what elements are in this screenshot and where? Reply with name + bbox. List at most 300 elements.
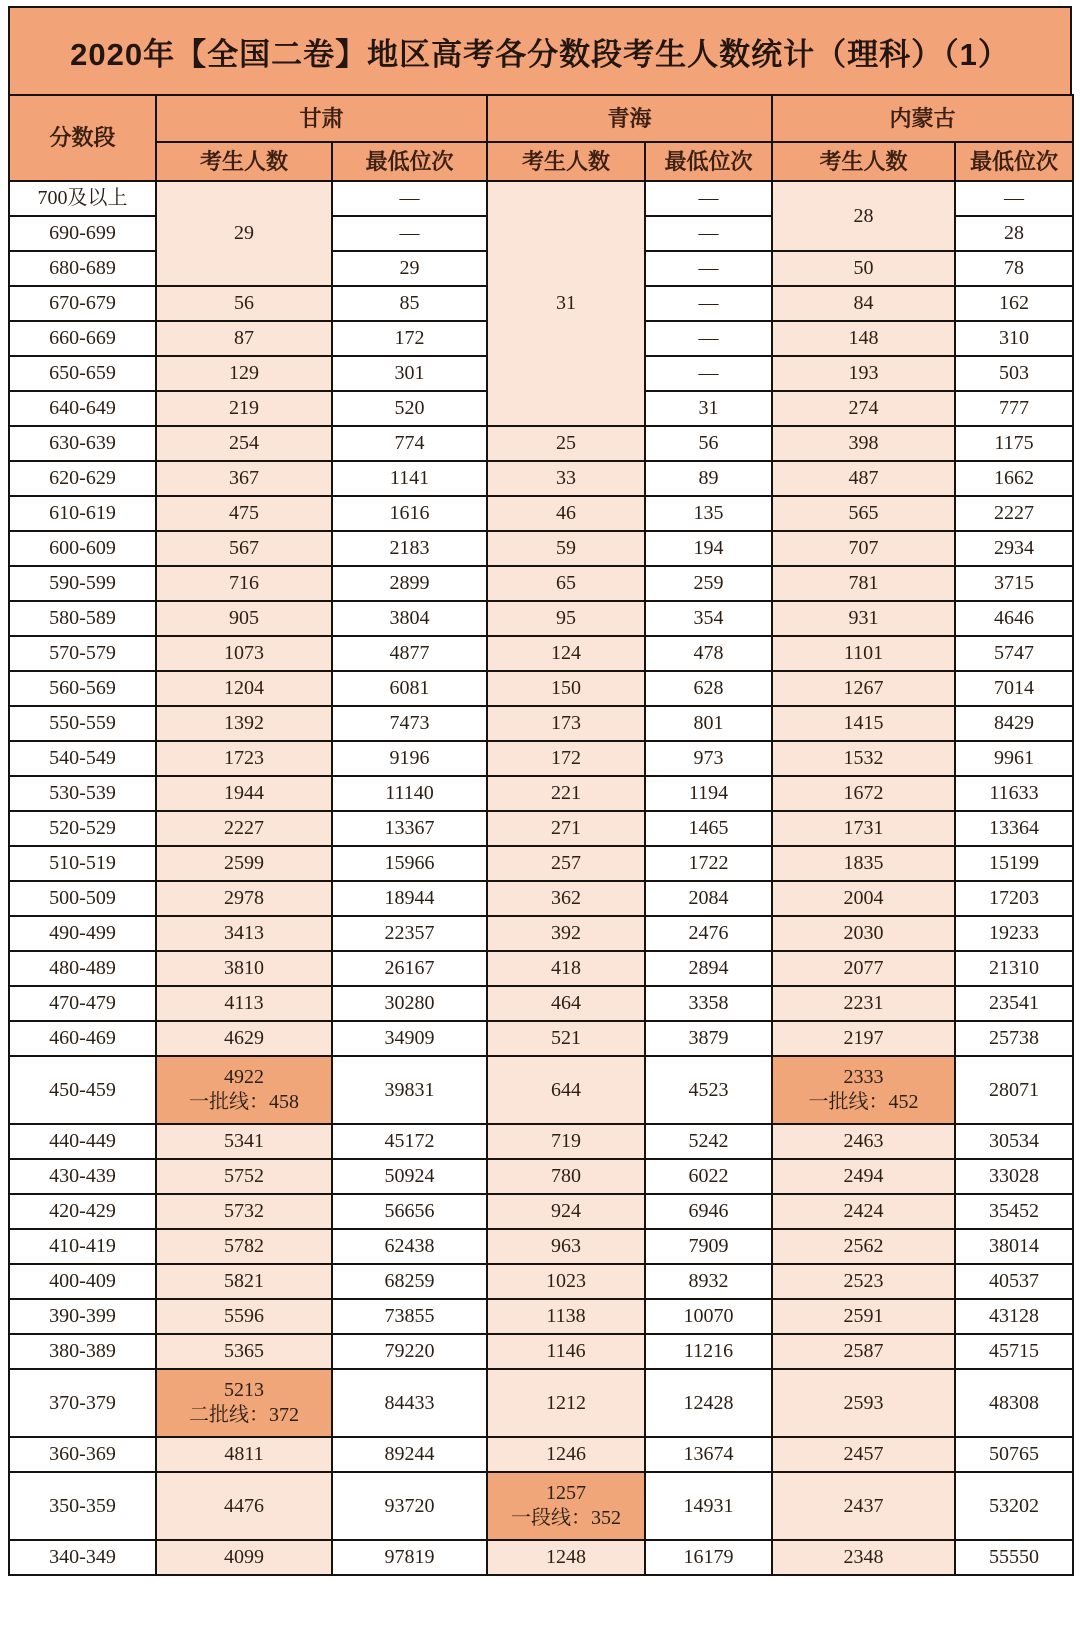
region-header-row: [9, 95, 1073, 142]
min-rank-cell: 28: [955, 216, 1073, 251]
min-rank-cell: 5747: [955, 636, 1073, 671]
candidate-count-cell: 1835: [772, 846, 955, 881]
min-rank-cell: 68259: [332, 1264, 487, 1299]
candidate-count-cell: 124: [487, 636, 645, 671]
score-column-header: 分数段: [9, 95, 156, 181]
min-rank-cell: 1662: [955, 461, 1073, 496]
candidate-count-cell: 2437: [772, 1472, 955, 1540]
min-rank-cell: 3715: [955, 566, 1073, 601]
min-rank-cell: 53202: [955, 1472, 1073, 1540]
score-range-label: 390-399: [9, 1299, 156, 1334]
candidate-count-cell: 173: [487, 706, 645, 741]
candidate-count-cell: 924: [487, 1194, 645, 1229]
min-rank-cell: 4877: [332, 636, 487, 671]
candidate-count-cell: 4476: [156, 1472, 332, 1540]
candidate-count-cell: 1146: [487, 1334, 645, 1369]
candidate-count-cell: 1731: [772, 811, 955, 846]
candidate-count-cell: 1415: [772, 706, 955, 741]
min-rank-cell: 777: [955, 391, 1073, 426]
candidate-count-cell: 50: [772, 251, 955, 286]
min-rank-cell: 1722: [645, 846, 772, 881]
table-row: [9, 881, 1073, 916]
gansu-minrank-header: 最低位次: [332, 142, 487, 181]
table-row: [9, 1124, 1073, 1159]
candidate-count-cell: 5596: [156, 1299, 332, 1334]
candidate-count-cell: 2591: [772, 1299, 955, 1334]
candidate-count-cell: 1672: [772, 776, 955, 811]
qinghai-minrank-header: 最低位次: [645, 142, 772, 181]
min-rank-cell: 13367: [332, 811, 487, 846]
table-row: [9, 1472, 1073, 1540]
candidate-count-cell: 362: [487, 881, 645, 916]
min-rank-cell: 7473: [332, 706, 487, 741]
cutoff-line-note: 一段线：352: [511, 1507, 622, 1529]
table-row: [9, 776, 1073, 811]
table-row: [9, 1159, 1073, 1194]
min-rank-cell: —: [645, 321, 772, 356]
min-rank-cell: 13674: [645, 1437, 772, 1472]
min-rank-cell: 2227: [955, 496, 1073, 531]
candidate-count-cell: 2599: [156, 846, 332, 881]
region-header-neimenggu: 内蒙古: [772, 95, 1073, 142]
candidate-count-cell: 1246: [487, 1437, 645, 1472]
min-rank-cell: 172: [332, 321, 487, 356]
min-rank-cell: 43128: [955, 1299, 1073, 1334]
min-rank-cell: 5242: [645, 1124, 772, 1159]
min-rank-cell: 38014: [955, 1229, 1073, 1264]
candidate-count-cell: 46: [487, 496, 645, 531]
candidate-count-cell: 129: [156, 356, 332, 391]
table-row: [9, 706, 1073, 741]
table-row: [9, 426, 1073, 461]
table-row: [9, 671, 1073, 706]
table-row: [9, 461, 1073, 496]
min-rank-cell: 478: [645, 636, 772, 671]
candidate-count-cell: 5365: [156, 1334, 332, 1369]
candidate-count-cell: 487: [772, 461, 955, 496]
table-row: [9, 531, 1073, 566]
min-rank-cell: 6081: [332, 671, 487, 706]
min-rank-cell: —: [645, 286, 772, 321]
candidate-count-cell: 1023: [487, 1264, 645, 1299]
score-range-label: 490-499: [9, 916, 156, 951]
table-row: [9, 1056, 1073, 1124]
min-rank-cell: 35452: [955, 1194, 1073, 1229]
table-row: [9, 741, 1073, 776]
min-rank-cell: 194: [645, 531, 772, 566]
candidate-count-cell: 1212: [487, 1369, 645, 1437]
score-range-label: 580-589: [9, 601, 156, 636]
candidate-count-cell: 1248: [487, 1540, 645, 1575]
candidate-count-cell: 2030: [772, 916, 955, 951]
score-range-label: 350-359: [9, 1472, 156, 1540]
min-rank-cell: 33028: [955, 1159, 1073, 1194]
min-rank-cell: 3879: [645, 1021, 772, 1056]
min-rank-cell: 2899: [332, 566, 487, 601]
min-rank-cell: 23541: [955, 986, 1073, 1021]
min-rank-cell: 29: [332, 251, 487, 286]
candidate-count-cell: [156, 1056, 332, 1124]
candidate-count-cell: 33: [487, 461, 645, 496]
min-rank-cell: 2183: [332, 531, 487, 566]
candidate-count-cell: 1532: [772, 741, 955, 776]
min-rank-cell: 801: [645, 706, 772, 741]
min-rank-cell: 55550: [955, 1540, 1073, 1575]
score-range-label: 570-579: [9, 636, 156, 671]
candidate-count-cell: 5782: [156, 1229, 332, 1264]
table-row: [9, 1194, 1073, 1229]
min-rank-cell: 15199: [955, 846, 1073, 881]
candidate-count-cell: 29: [156, 181, 332, 286]
candidate-count-cell: 59: [487, 531, 645, 566]
candidate-count-cell: 4113: [156, 986, 332, 1021]
page-title: 2020年【全国二卷】地区高考各分数段考生人数统计（理科）（1）: [70, 36, 1010, 72]
candidate-count-cell: 5752: [156, 1159, 332, 1194]
min-rank-cell: 259: [645, 566, 772, 601]
neimenggu-candidates-header: 考生人数: [772, 142, 955, 181]
min-rank-cell: 301: [332, 356, 487, 391]
min-rank-cell: 310: [955, 321, 1073, 356]
min-rank-cell: 78: [955, 251, 1073, 286]
candidate-count-cell: 5821: [156, 1264, 332, 1299]
gansu-candidates-header: 考生人数: [156, 142, 332, 181]
min-rank-cell: 774: [332, 426, 487, 461]
candidate-count-cell: 5732: [156, 1194, 332, 1229]
min-rank-cell: 10070: [645, 1299, 772, 1334]
score-range-label: 460-469: [9, 1021, 156, 1056]
min-rank-cell: 93720: [332, 1472, 487, 1540]
candidate-count-cell: 1267: [772, 671, 955, 706]
candidate-count-cell: 2077: [772, 951, 955, 986]
candidate-count-cell: [487, 1472, 645, 1540]
min-rank-cell: —: [955, 181, 1073, 216]
score-range-label: 600-609: [9, 531, 156, 566]
candidate-count-cell: 1073: [156, 636, 332, 671]
candidate-count-cell: [772, 1056, 955, 1124]
min-rank-cell: 73855: [332, 1299, 487, 1334]
min-rank-cell: 17203: [955, 881, 1073, 916]
score-range-label: 450-459: [9, 1056, 156, 1124]
min-rank-cell: 89: [645, 461, 772, 496]
candidate-count-cell: 84: [772, 286, 955, 321]
score-range-label: 680-689: [9, 251, 156, 286]
candidate-count-cell: 2562: [772, 1229, 955, 1264]
min-rank-cell: 8429: [955, 706, 1073, 741]
candidate-count-cell: 221: [487, 776, 645, 811]
min-rank-cell: 34909: [332, 1021, 487, 1056]
min-rank-cell: 12428: [645, 1369, 772, 1437]
region-header-qinghai: 青海: [487, 95, 772, 142]
candidate-count-cell: 1101: [772, 636, 955, 671]
candidate-count-cell: 367: [156, 461, 332, 496]
score-range-label: 630-639: [9, 426, 156, 461]
min-rank-cell: 162: [955, 286, 1073, 321]
min-rank-cell: 1175: [955, 426, 1073, 461]
min-rank-cell: 1465: [645, 811, 772, 846]
table-row: [9, 1299, 1073, 1334]
score-range-label: 500-509: [9, 881, 156, 916]
table-body: [9, 181, 1073, 1575]
neimenggu-minrank-header: 最低位次: [955, 142, 1073, 181]
score-range-label: 400-409: [9, 1264, 156, 1299]
table-row: [9, 986, 1073, 1021]
table-row: [9, 1264, 1073, 1299]
min-rank-cell: 50924: [332, 1159, 487, 1194]
min-rank-cell: 28071: [955, 1056, 1073, 1124]
min-rank-cell: 14931: [645, 1472, 772, 1540]
candidate-count-cell: 2978: [156, 881, 332, 916]
score-statistics-table: [8, 94, 1074, 1576]
candidate-count-cell: 1392: [156, 706, 332, 741]
min-rank-cell: 2476: [645, 916, 772, 951]
cell-value: 1257: [546, 1482, 587, 1504]
cutoff-line-note: 一批线：458: [189, 1091, 299, 1113]
candidate-count-cell: 2424: [772, 1194, 955, 1229]
candidate-count-cell: 2494: [772, 1159, 955, 1194]
min-rank-cell: 11216: [645, 1334, 772, 1369]
candidate-count-cell: 65: [487, 566, 645, 601]
min-rank-cell: 56656: [332, 1194, 487, 1229]
candidate-count-cell: 28: [772, 181, 955, 251]
candidate-count-cell: 193: [772, 356, 955, 391]
min-rank-cell: 6946: [645, 1194, 772, 1229]
score-range-label: 610-619: [9, 496, 156, 531]
table-row: [9, 1437, 1073, 1472]
min-rank-cell: 8932: [645, 1264, 772, 1299]
table-row: [9, 916, 1073, 951]
table-row: [9, 636, 1073, 671]
candidate-count-cell: 25: [487, 426, 645, 461]
candidate-count-cell: 2523: [772, 1264, 955, 1299]
score-range-label: 670-679: [9, 286, 156, 321]
min-rank-cell: 62438: [332, 1229, 487, 1264]
min-rank-cell: 135: [645, 496, 772, 531]
min-rank-cell: —: [645, 216, 772, 251]
candidate-count-cell: 4811: [156, 1437, 332, 1472]
score-range-label: 660-669: [9, 321, 156, 356]
table-row: [9, 1334, 1073, 1369]
candidate-count-cell: 1138: [487, 1299, 645, 1334]
table-row: [9, 951, 1073, 986]
table-row: [9, 566, 1073, 601]
candidate-count-cell: 2227: [156, 811, 332, 846]
candidate-count-cell: 464: [487, 986, 645, 1021]
min-rank-cell: 9961: [955, 741, 1073, 776]
min-rank-cell: 22357: [332, 916, 487, 951]
score-range-label: 560-569: [9, 671, 156, 706]
candidate-count-cell: 398: [772, 426, 955, 461]
score-range-label: 530-539: [9, 776, 156, 811]
candidate-count-cell: 565: [772, 496, 955, 531]
candidate-count-cell: 4629: [156, 1021, 332, 1056]
table-row: [9, 1229, 1073, 1264]
candidate-count-cell: 2004: [772, 881, 955, 916]
cutoff-line-note: 二批线：372: [189, 1404, 299, 1426]
min-rank-cell: 11140: [332, 776, 487, 811]
candidate-count-cell: 1723: [156, 741, 332, 776]
candidate-count-cell: 963: [487, 1229, 645, 1264]
candidate-count-cell: 254: [156, 426, 332, 461]
score-range-label: 640-649: [9, 391, 156, 426]
score-range-label: 360-369: [9, 1437, 156, 1472]
min-rank-cell: —: [645, 356, 772, 391]
min-rank-cell: 50765: [955, 1437, 1073, 1472]
candidate-count-cell: 2593: [772, 1369, 955, 1437]
min-rank-cell: 2934: [955, 531, 1073, 566]
min-rank-cell: 56: [645, 426, 772, 461]
candidate-count-cell: 2197: [772, 1021, 955, 1056]
min-rank-cell: 89244: [332, 1437, 487, 1472]
min-rank-cell: 30280: [332, 986, 487, 1021]
candidate-count-cell: 31: [487, 181, 645, 426]
table-row: [9, 846, 1073, 881]
candidate-count-cell: 95: [487, 601, 645, 636]
candidate-count-cell: 716: [156, 566, 332, 601]
min-rank-cell: 973: [645, 741, 772, 776]
candidate-count-cell: 2463: [772, 1124, 955, 1159]
score-range-label: 370-379: [9, 1369, 156, 1437]
candidate-count-cell: 392: [487, 916, 645, 951]
min-rank-cell: 21310: [955, 951, 1073, 986]
candidate-count-cell: 3810: [156, 951, 332, 986]
min-rank-cell: 1616: [332, 496, 487, 531]
candidate-count-cell: 521: [487, 1021, 645, 1056]
min-rank-cell: 354: [645, 601, 772, 636]
min-rank-cell: 15966: [332, 846, 487, 881]
candidate-count-cell: 567: [156, 531, 332, 566]
min-rank-cell: 39831: [332, 1056, 487, 1124]
min-rank-cell: 11633: [955, 776, 1073, 811]
min-rank-cell: 84433: [332, 1369, 487, 1437]
table-row: [9, 1369, 1073, 1437]
candidate-count-cell: 1204: [156, 671, 332, 706]
table-header: [9, 95, 1073, 181]
score-range-label: 540-549: [9, 741, 156, 776]
min-rank-cell: 3804: [332, 601, 487, 636]
candidate-count-cell: 644: [487, 1056, 645, 1124]
score-range-label: 470-479: [9, 986, 156, 1021]
candidate-count-cell: 274: [772, 391, 955, 426]
score-range-label: 440-449: [9, 1124, 156, 1159]
candidate-count-cell: 781: [772, 566, 955, 601]
min-rank-cell: 40537: [955, 1264, 1073, 1299]
candidate-count-cell: 172: [487, 741, 645, 776]
score-range-label: 700及以上: [9, 181, 156, 216]
score-range-label: 340-349: [9, 1540, 156, 1575]
min-rank-cell: 79220: [332, 1334, 487, 1369]
candidate-count-cell: 271: [487, 811, 645, 846]
min-rank-cell: 48308: [955, 1369, 1073, 1437]
min-rank-cell: 2894: [645, 951, 772, 986]
min-rank-cell: 30534: [955, 1124, 1073, 1159]
candidate-count-cell: 219: [156, 391, 332, 426]
score-range-label: 590-599: [9, 566, 156, 601]
candidate-count-cell: 257: [487, 846, 645, 881]
min-rank-cell: —: [645, 251, 772, 286]
table-row: [9, 1021, 1073, 1056]
candidate-count-cell: 2231: [772, 986, 955, 1021]
table-row: [9, 181, 1073, 216]
min-rank-cell: 31: [645, 391, 772, 426]
table-row: [9, 1540, 1073, 1575]
min-rank-cell: 26167: [332, 951, 487, 986]
cutoff-line-note: 一批线：452: [808, 1091, 919, 1113]
candidate-count-cell: 2457: [772, 1437, 955, 1472]
min-rank-cell: 7014: [955, 671, 1073, 706]
table-row: [9, 601, 1073, 636]
min-rank-cell: 25738: [955, 1021, 1073, 1056]
score-range-label: 650-659: [9, 356, 156, 391]
min-rank-cell: 9196: [332, 741, 487, 776]
min-rank-cell: 2084: [645, 881, 772, 916]
title-bar: [8, 6, 1072, 96]
min-rank-cell: —: [645, 181, 772, 216]
min-rank-cell: 520: [332, 391, 487, 426]
sub-header-row: [9, 142, 1073, 181]
min-rank-cell: 4646: [955, 601, 1073, 636]
candidate-count-cell: 2587: [772, 1334, 955, 1369]
min-rank-cell: —: [332, 181, 487, 216]
candidate-count-cell: 3413: [156, 916, 332, 951]
cell-value: 2333: [843, 1066, 884, 1088]
min-rank-cell: 1194: [645, 776, 772, 811]
candidate-count-cell: 148: [772, 321, 955, 356]
score-range-label: 480-489: [9, 951, 156, 986]
cell-value: 5213: [224, 1379, 264, 1401]
candidate-count-cell: 719: [487, 1124, 645, 1159]
table-row: [9, 496, 1073, 531]
table-row: [9, 811, 1073, 846]
region-header-gansu: 甘肃: [156, 95, 487, 142]
score-range-label: 520-529: [9, 811, 156, 846]
min-rank-cell: 7909: [645, 1229, 772, 1264]
candidate-count-cell: 418: [487, 951, 645, 986]
cell-value: 4922: [224, 1066, 264, 1088]
candidate-count-cell: 905: [156, 601, 332, 636]
min-rank-cell: 45172: [332, 1124, 487, 1159]
candidate-count-cell: 475: [156, 496, 332, 531]
min-rank-cell: 85: [332, 286, 487, 321]
min-rank-cell: 1141: [332, 461, 487, 496]
min-rank-cell: 18944: [332, 881, 487, 916]
score-range-label: 410-419: [9, 1229, 156, 1264]
min-rank-cell: 503: [955, 356, 1073, 391]
min-rank-cell: 19233: [955, 916, 1073, 951]
candidate-count-cell: 87: [156, 321, 332, 356]
candidate-count-cell: 931: [772, 601, 955, 636]
candidate-count-cell: [156, 1369, 332, 1437]
candidate-count-cell: 4099: [156, 1540, 332, 1575]
score-range-label: 420-429: [9, 1194, 156, 1229]
score-range-label: 620-629: [9, 461, 156, 496]
min-rank-cell: 3358: [645, 986, 772, 1021]
min-rank-cell: 97819: [332, 1540, 487, 1575]
min-rank-cell: 13364: [955, 811, 1073, 846]
candidate-count-cell: 150: [487, 671, 645, 706]
candidate-count-cell: 707: [772, 531, 955, 566]
qinghai-candidates-header: 考生人数: [487, 142, 645, 181]
min-rank-cell: 45715: [955, 1334, 1073, 1369]
min-rank-cell: 4523: [645, 1056, 772, 1124]
min-rank-cell: 6022: [645, 1159, 772, 1194]
candidate-count-cell: 2348: [772, 1540, 955, 1575]
score-range-label: 380-389: [9, 1334, 156, 1369]
candidate-count-cell: 56: [156, 286, 332, 321]
candidate-count-cell: 5341: [156, 1124, 332, 1159]
score-range-label: 690-699: [9, 216, 156, 251]
min-rank-cell: 628: [645, 671, 772, 706]
candidate-count-cell: 780: [487, 1159, 645, 1194]
